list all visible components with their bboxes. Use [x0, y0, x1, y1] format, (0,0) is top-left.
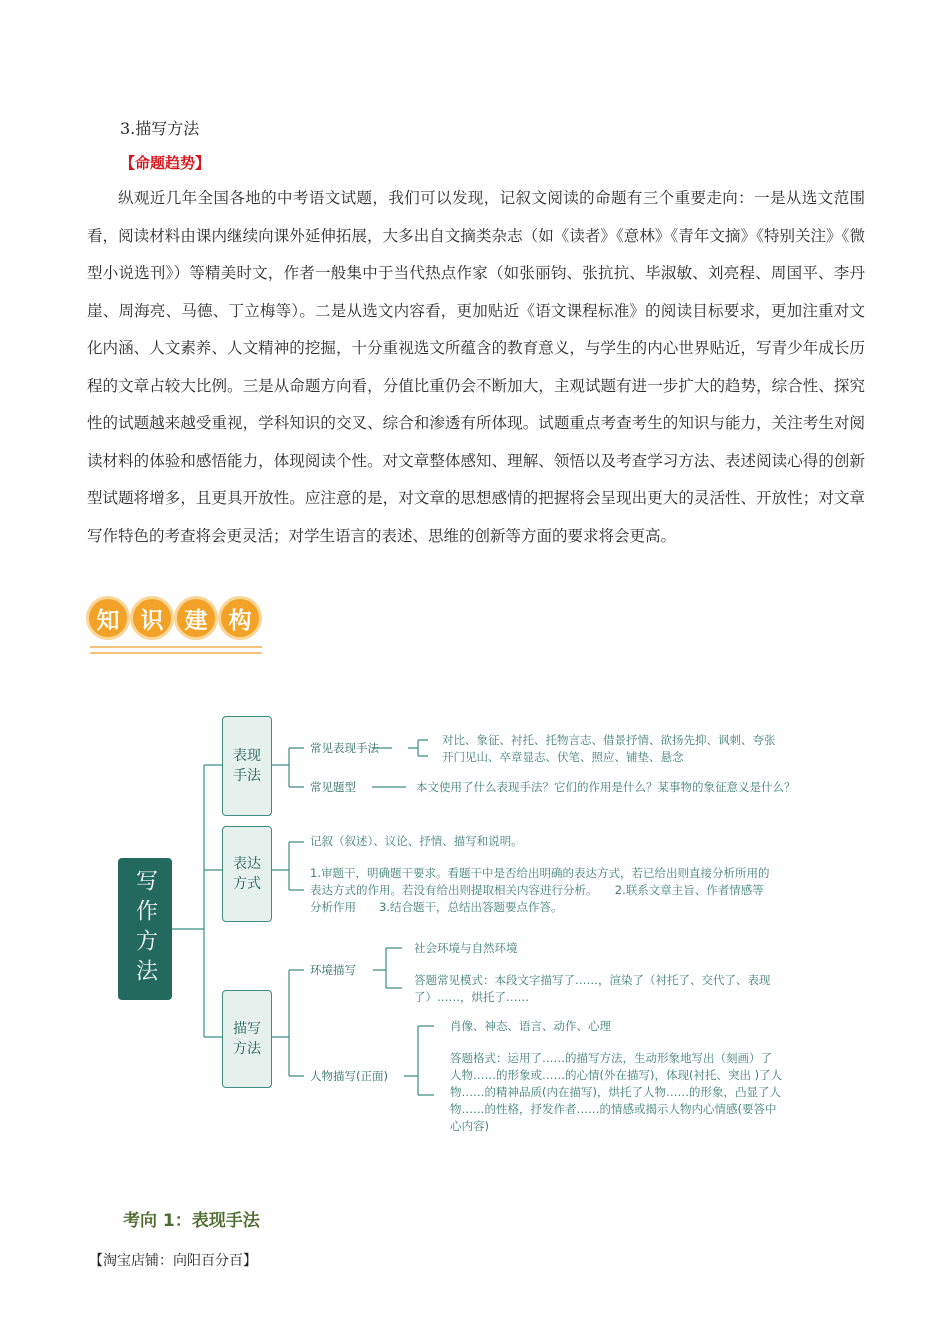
character-pattern: 心内容): [450, 1119, 489, 1133]
environment-label: 环境描写: [310, 963, 356, 977]
character-pattern: 物……的性格，抒发作者……的情感或揭示人物内心情感(要答中: [450, 1102, 777, 1116]
banner-char: 识: [130, 596, 174, 640]
expression-steps: 分析作用 3.结合题干，总结出答题要点作答。: [310, 900, 563, 914]
character-pattern: 物……的精神品质(内在描写)，烘托了人物……的形象，凸显了人: [450, 1085, 781, 1099]
environment-types: 社会环境与自然环境: [414, 941, 518, 955]
node-label: 表达方式: [233, 856, 261, 892]
expression-steps: 表达方式的作用。若没有给出则提取相关内容进行分析。 2.联系文章主旨、作者情感等: [310, 883, 764, 897]
common-techniques-value: 开门见山、卒章显志、伏笔、照应、铺垫、悬念: [442, 750, 684, 764]
environment-pattern: 答题常见模式：本段文字描写了……，渲染了（衬托了、交代了、表现: [414, 973, 771, 987]
banner-char: 知: [86, 596, 130, 640]
character-types: 肖像、神态、语言、动作、心理: [450, 1019, 611, 1033]
common-techniques-label: 常见表现手法: [310, 741, 379, 755]
footer-heading: 考向 1：表现手法: [123, 1211, 260, 1231]
node-miaoxie: [222, 990, 272, 1088]
common-techniques-value: 对比、象征、衬托、托物言志、借景抒情、欲扬先抑、讽刺、夸张: [442, 733, 776, 747]
character-pattern: 答题格式：运用了……的描写方法，生动形象地写出（刻画）了: [450, 1051, 772, 1065]
node-label: 表现手法: [233, 748, 261, 784]
trend-label: 【命题趋势】: [120, 154, 211, 172]
footer-note: 【淘宝店铺：向阳百分百】: [89, 1253, 257, 1269]
expression-types: 记叙（叙述）、议论、抒情、描写和说明。: [310, 834, 523, 848]
node-label: 描写方法: [233, 1021, 261, 1057]
character-pattern: 人物……的形象或……的心情(外在描写)，体现(衬托、突出 )了人: [450, 1068, 783, 1082]
question-type-label: 常见题型: [310, 780, 356, 794]
node-biaoxian: [222, 716, 272, 816]
section-title: 3.描写方法: [120, 119, 200, 138]
banner-char: 构: [218, 596, 262, 640]
character-label: 人物描写(正面): [310, 1069, 388, 1083]
node-biaoda: [222, 826, 272, 922]
environment-pattern: 了）……，烘托了……: [414, 990, 529, 1004]
trend-paragraph: 纵观近几年全国各地的中考语文试题，我们可以发现，记叙文阅读的命题有三个重要走向：一是从选文范围看，阅读材料由课内继续向课外延伸拓展，大多出自文摘类杂志（如《读者》《意林》《青年文摘》《特别关注》《微型小说选刊》）等精美时文，作者一般集中于当代热点作家（如张丽钧、张抗抗、毕淑敏、刘亮程、周国平、李丹崖、周海亮、马德、丁立梅等）。二是从选文内容看，更加贴近《语文课程标准》的阅读目标要求，更加注重对文化内涵、人文素养、人文精神的挖掘，十分重视选文所蕴含的教育意义，与学生的内心世界贴近，写青少年成长历程的文章占较大比例。三是从命题方向看，分值比重仍会不断加大，主观试题有进一步扩大的趋势，综合性、探究性的试题越来越受重视，学科知识的交叉、综合和渗透有所体现。试题重点考查考生的知识与能力，关注考生对阅读材料的体验和感悟能力，体现阅读个性。对文章整体感知、理解、领悟以及考查学习方法、表述阅读心得的创新型试题将增多，且更具开放性。应注意的是，对文章的思想感情的把握将会呈现出更大的灵活性、开放性；对文章写作特色的考查将会更灵活；对学生语言的表述、思维的创新等方面的要求将会更高。: [87, 189, 865, 545]
root-node: 写作方法: [118, 858, 172, 1000]
question-type-value: 本文使用了什么表现手法？它们的作用是什么？某事物的象征意义是什么？: [416, 780, 796, 794]
expression-steps: 1.审题干，明确题干要求。看题干中是否给出明确的表达方式，若已给出则直接分析所用的: [310, 866, 770, 880]
banner-char: 建: [174, 596, 218, 640]
